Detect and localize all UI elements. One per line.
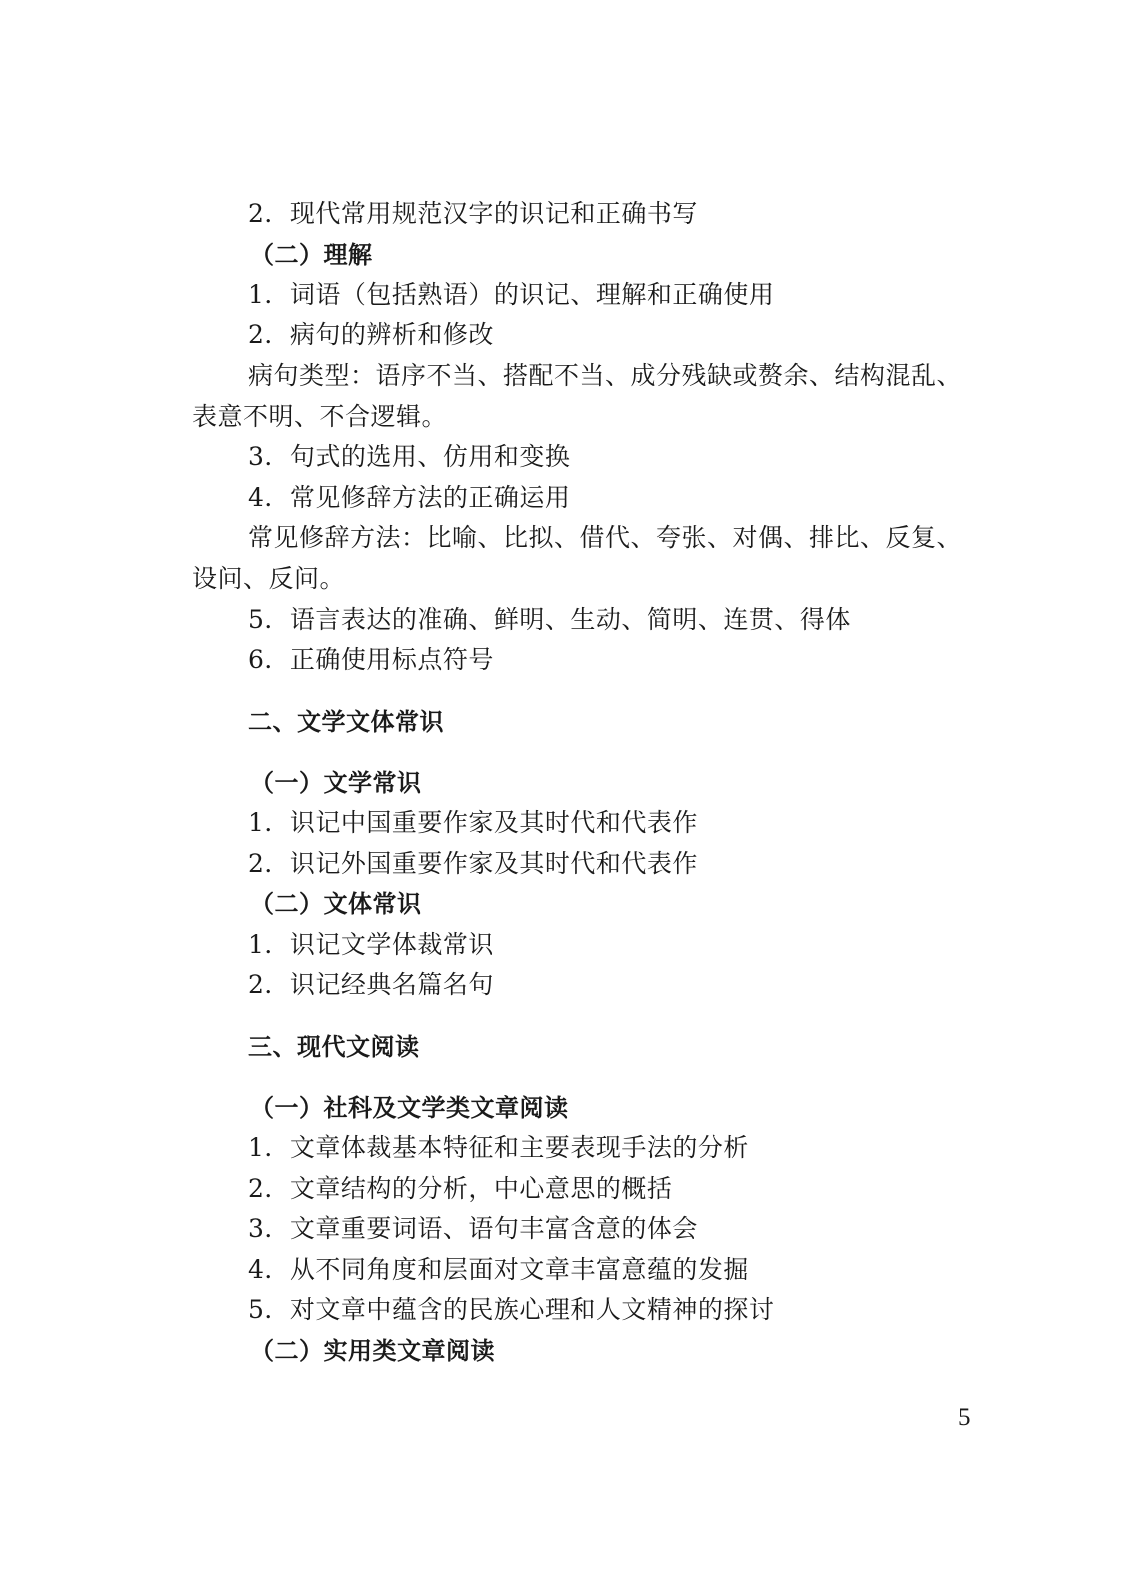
body-paragraph-continuation: 设问、反问。	[192, 564, 346, 593]
subsection-heading: （一）社科及文学类文章阅读	[250, 1094, 569, 1122]
list-item: 2．文章结构的分析，中心意思的概括	[248, 1174, 673, 1203]
section-heading: 三、现代文阅读	[248, 1033, 420, 1061]
body-paragraph: 常见修辞方法：比喻、比拟、借代、夸张、对偶、排比、反复、	[248, 523, 963, 552]
subsection-heading: （二）理解	[250, 241, 373, 269]
list-item: 1．识记中国重要作家及其时代和代表作	[248, 808, 698, 837]
list-item: 1．文章体裁基本特征和主要表现手法的分析	[248, 1133, 749, 1162]
list-item: 6．正确使用标点符号	[248, 645, 494, 674]
list-item: 3．文章重要词语、语句丰富含意的体会	[248, 1214, 698, 1243]
list-item: 2．现代常用规范汉字的识记和正确书写	[248, 199, 698, 228]
list-item: 5．语言表达的准确、鲜明、生动、简明、连贯、得体	[248, 605, 851, 634]
body-paragraph-continuation: 表意不明、不合逻辑。	[192, 402, 448, 431]
list-item: 4．从不同角度和层面对文章丰富意蕴的发掘	[248, 1255, 749, 1284]
section-heading: 二、文学文体常识	[248, 708, 444, 736]
list-item: 3．句式的选用、仿用和变换	[248, 442, 571, 471]
page-number: 5	[958, 1404, 971, 1431]
list-item: 1．词语（包括熟语）的识记、理解和正确使用	[248, 280, 775, 309]
list-item: 2．识记外国重要作家及其时代和代表作	[248, 849, 698, 878]
subsection-heading: （二）实用类文章阅读	[250, 1337, 495, 1365]
list-item: 4．常见修辞方法的正确运用	[248, 483, 571, 512]
subsection-heading: （二）文体常识	[250, 890, 422, 918]
subsection-heading: （一）文学常识	[250, 769, 422, 797]
body-paragraph: 病句类型：语序不当、搭配不当、成分残缺或赘余、结构混乱、	[248, 361, 963, 390]
list-item: 5．对文章中蕴含的民族心理和人文精神的探讨	[248, 1295, 775, 1324]
list-item: 2．病句的辨析和修改	[248, 320, 494, 349]
list-item: 1．识记文学体裁常识	[248, 930, 494, 959]
list-item: 2．识记经典名篇名句	[248, 970, 494, 999]
